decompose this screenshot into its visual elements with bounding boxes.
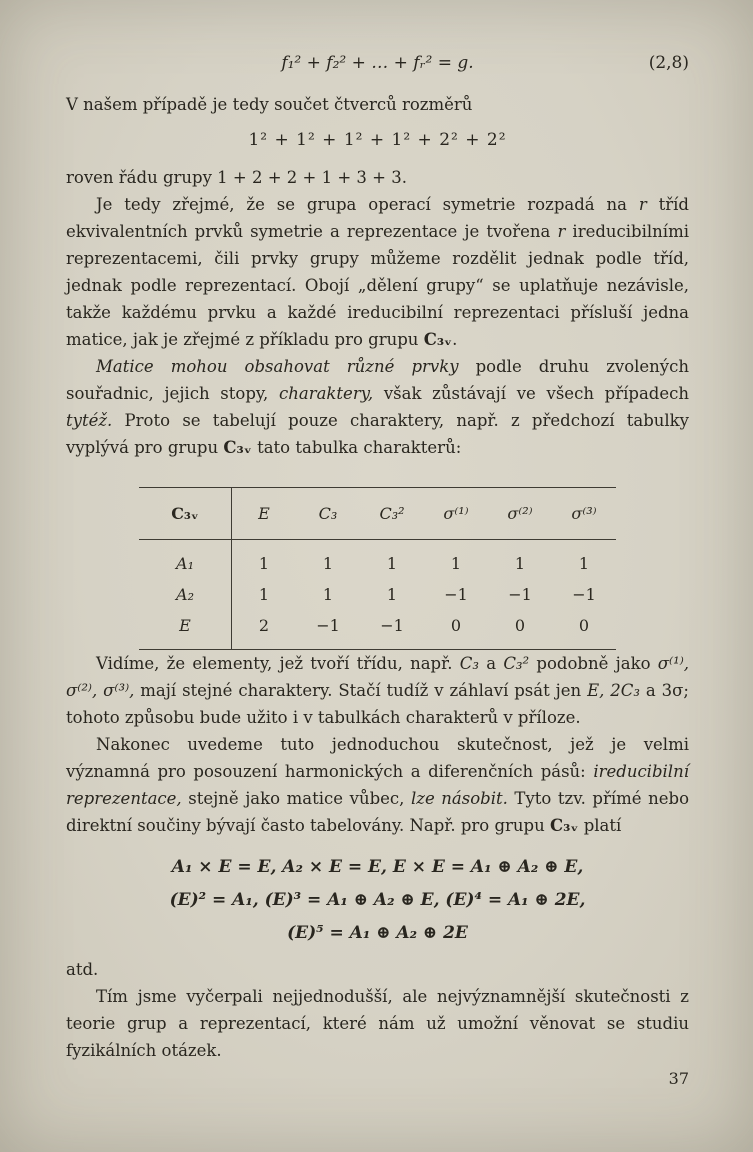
- table-cell: 1: [322, 585, 334, 604]
- table-cell: 1: [386, 554, 398, 573]
- table-row: [139, 610, 616, 650]
- atd-label: atd.: [66, 960, 99, 979]
- squares-formula: 1² + 1² + 1² + 1² + 2² + 2²: [248, 130, 507, 150]
- character-table: [139, 487, 616, 650]
- equation-line: (E)⁵ = A₁ ⊕ A₂ ⊕ 2E: [287, 923, 468, 943]
- paragraph-classes: [66, 191, 689, 353]
- text-segment: ireducibilní reprezentace,: [66, 762, 689, 808]
- text-segment: ireducibilními reprezentacemi, čili prvky grupy můžeme rozdělit jednak podle tříd, jednak podle reprezentací. Obojí „dělení grupy“ se uplatňuje nezávisle, takže každému prvku a každé ireducibilní reprezentaci přísluší jedna matice, jak je zřejmé z příkladu pro grupu: [66, 222, 690, 349]
- table-header-group: C₃ᵥ: [139, 488, 232, 540]
- table-cell: 1: [578, 554, 590, 573]
- text-segment: tato tabulka charakterů:: [251, 438, 462, 457]
- text-segment: C₃: [459, 654, 479, 673]
- text-segment: tytéž.: [66, 411, 113, 430]
- text-segment: podobně jako: [529, 654, 658, 673]
- text-segment: stejně jako matice vůbec,: [181, 789, 411, 808]
- table-header-cell: σ⁽³⁾: [552, 488, 616, 540]
- text-segment: však zůstávají ve všech případech: [373, 384, 689, 403]
- group-symbol: C₃ᵥ: [550, 816, 579, 835]
- text-segment: Proto se tabelují pouze charaktery, např. z předchozí tabulky vyplývá pro grupu: [66, 411, 689, 457]
- table-cell: 2: [258, 616, 270, 635]
- row-label: E: [139, 610, 232, 650]
- equation-2-8: [66, 50, 689, 77]
- text-segment: Nakonec uvedeme tuto jednoduchou skutečnost, jež je velmi významná pro posouzení harmonických a diferenčních pásů:: [66, 735, 689, 781]
- text-segment: C₃²: [503, 654, 530, 673]
- page-number: 37: [668, 1069, 689, 1088]
- text-segment: tříd ekvivalentních prvků symetrie a reprezentace je tvořena: [66, 195, 689, 241]
- paragraph-characters: [66, 353, 689, 461]
- text-segment: r: [638, 195, 647, 214]
- text-segment: r: [557, 222, 566, 241]
- text-segment: Tyto tzv. přímé nebo direktní součiny bývají často tabelovány. Např. pro grupu: [66, 789, 690, 835]
- table-cell: −1: [316, 616, 340, 635]
- table-row: [139, 579, 616, 610]
- table-header-row: [139, 488, 616, 540]
- paragraph-intro: V našem případě je tedy součet čtverců rozměrů: [66, 95, 473, 114]
- table-header-cell: E: [232, 488, 297, 540]
- table-cell: 1: [450, 554, 462, 573]
- text-segment: charaktery,: [279, 384, 374, 403]
- table-cell: 0: [514, 616, 526, 635]
- table-cell: 1: [322, 554, 334, 573]
- paragraph-conclusion: Tím jsme vyčerpali nejjednodušší, ale nejvýznamnější skutečnosti z teorie grup a reprezentací, které nám už umožní věnovat se studiu fyzikálních otázek.: [66, 987, 689, 1060]
- text-segment: lze násobit.: [410, 789, 508, 808]
- table-cell: 0: [578, 616, 590, 635]
- table-header-cell: σ⁽¹⁾: [424, 488, 488, 540]
- group-symbol: C₃ᵥ: [423, 330, 453, 349]
- paragraph-direct-products: [66, 731, 689, 839]
- text-segment: platí: [578, 816, 622, 835]
- row-label: A₁: [139, 540, 232, 580]
- equation-line: (E)² = A₁, (E)³ = A₁ ⊕ A₂ ⊕ E, (E)⁴ = A₁ ⊕ 2E,: [169, 890, 586, 910]
- table-cell: 1: [258, 554, 270, 573]
- text-segment: a 3σ; tohoto způsobu bude užito i v tabulkách charakterů v příloze.: [66, 681, 689, 727]
- text-segment: a: [478, 654, 504, 673]
- text-segment: Je tedy zřejmé, že se grupa operací symetrie rozpadá na: [96, 195, 639, 214]
- table-row: [139, 540, 616, 580]
- text-segment: .: [452, 330, 458, 349]
- table-cell: 0: [450, 616, 462, 635]
- row-label: A₂: [139, 579, 232, 610]
- direct-product-equations: [66, 851, 689, 950]
- table-cell: −1: [380, 616, 404, 635]
- table-cell: −1: [508, 585, 532, 604]
- equation-2-8-number: (2,8): [648, 53, 689, 73]
- paragraph-group-order: roven řádu grupy 1 + 2 + 2 + 1 + 3 + 3.: [66, 168, 407, 187]
- table-cell: 1: [258, 585, 270, 604]
- paragraph-classes-note: [66, 650, 689, 731]
- text-segment: podle druhu zvolených souřadnic, jejich stopy,: [66, 357, 689, 403]
- equation-2-8-formula: f₁² + f₂² + … + fᵣ² = g.: [281, 53, 474, 73]
- table-cell: 1: [514, 554, 526, 573]
- table-cell: 1: [386, 585, 398, 604]
- table-header-cell: C₃²: [360, 488, 424, 540]
- group-symbol: C₃ᵥ: [223, 438, 252, 457]
- table-header-cell: σ⁽²⁾: [488, 488, 552, 540]
- table-header-cell: C₃: [296, 488, 360, 540]
- text-segment: σ⁽¹⁾, σ⁽²⁾, σ⁽³⁾,: [66, 654, 690, 700]
- table-cell: −1: [572, 585, 596, 604]
- text-segment: E, 2C₃: [587, 681, 641, 700]
- table-cell: −1: [444, 585, 468, 604]
- equation-line: A₁ × E = E, A₂ × E = E, E × E = A₁ ⊕ A₂ ⊕ E,: [171, 857, 584, 877]
- text-segment: Vidíme, že elementy, jež tvoří třídu, např.: [96, 654, 460, 673]
- text-segment: Matice mohou obsahovat různé prvky: [96, 357, 459, 376]
- text-segment: mají stejné charaktery. Stačí tudíž v záhlaví psát jen: [134, 681, 588, 700]
